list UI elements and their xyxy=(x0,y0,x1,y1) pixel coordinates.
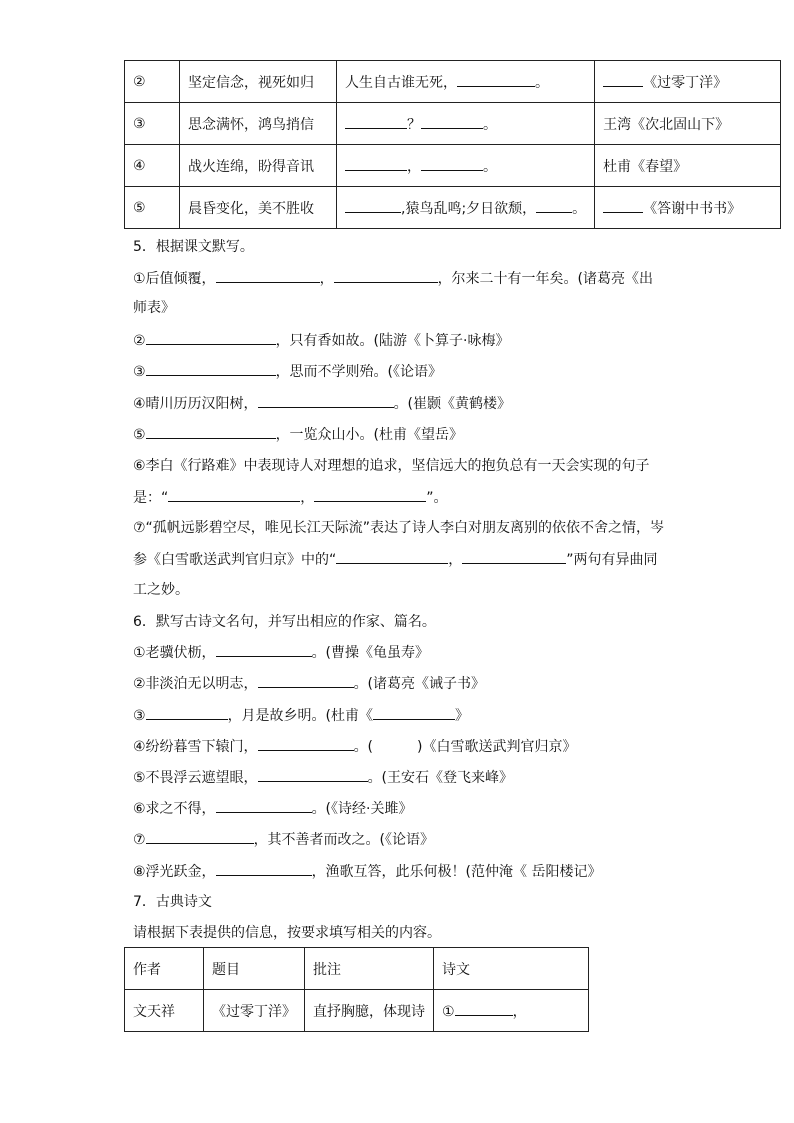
q5-line-7-cont: 参《白雪歌送武判官归京》中的“ ， ”两句有异曲同 xyxy=(133,549,658,570)
answer-blank[interactable] xyxy=(603,198,643,213)
answer-blank[interactable] xyxy=(336,549,448,564)
q6-line-8: ⑧浮光跃金， ，渔歌互答，此乐何极！(范仲淹《 岳阳楼记》 xyxy=(133,861,601,882)
q7-title: 7．古典诗文 xyxy=(133,894,212,910)
answer-blank[interactable] xyxy=(603,72,643,87)
q6-line-2: ②非淡泊无以明志， 。(诸葛亮《诫子书》 xyxy=(133,673,485,694)
q5-line-6-cont: 是：“ ， ”。 xyxy=(133,487,448,508)
q5-line-3: ③ ，思而不学则殆。(《论语》 xyxy=(133,361,442,382)
table-row xyxy=(125,187,781,229)
author-cell: 文天祥 xyxy=(125,990,204,1032)
theme-cell: 坚定信念，视死如归 xyxy=(180,61,337,103)
column-header: 诗文 xyxy=(434,948,589,990)
answer-blank[interactable] xyxy=(457,72,535,87)
answer-blank[interactable] xyxy=(258,393,394,408)
q7-instruction: 请根据下表提供的信息，按要求填写相关的内容。 xyxy=(133,925,441,941)
verse-cell: ， 。 xyxy=(337,145,595,187)
verse-cell: ？ 。 xyxy=(337,103,595,145)
answer-blank[interactable] xyxy=(216,861,312,876)
verse-cell: ,猿鸟乱鸣;夕日欲颓， 。 xyxy=(337,187,595,229)
q6-line-7: ⑦ ，其不善者而改之。(《论语》 xyxy=(133,829,434,850)
column-header: 题目 xyxy=(204,948,305,990)
table-row xyxy=(125,145,781,187)
row-number: ② xyxy=(125,61,180,103)
source-cell: 《过零丁洋》 xyxy=(595,61,781,103)
source-cell: 《答谢中书书》 xyxy=(595,187,781,229)
table-row xyxy=(125,103,781,145)
answer-blank[interactable] xyxy=(345,156,407,171)
answer-blank[interactable] xyxy=(258,673,354,688)
q6-line-5: ⑤不畏浮云遮望眼， 。(王安石《登飞来峰》 xyxy=(133,767,513,788)
answer-blank[interactable] xyxy=(345,114,407,129)
row-number: ④ xyxy=(125,145,180,187)
source-cell: 王湾《次北固山下》 xyxy=(595,103,781,145)
verse-cell: ① ， xyxy=(434,990,589,1032)
q6-line-3: ③ ，月是故乡明。(杜甫《 》 xyxy=(133,705,469,726)
answer-blank[interactable] xyxy=(314,487,426,502)
q5-line-6: ⑥李白《行路难》中表现诗人对理想的追求，坚信远大的抱负总有一天会实现的句子 xyxy=(133,458,650,474)
q6-line-6: ⑥求之不得， 。(《诗经·关雎》 xyxy=(133,798,412,819)
answer-blank[interactable] xyxy=(421,114,483,129)
q5-line-7-end: 工之妙。 xyxy=(133,582,189,598)
answer-blank[interactable] xyxy=(146,424,276,439)
answer-blank[interactable] xyxy=(216,798,312,813)
answer-blank[interactable] xyxy=(216,642,312,657)
answer-blank[interactable] xyxy=(421,156,483,171)
answer-blank[interactable] xyxy=(258,736,354,751)
answer-blank[interactable] xyxy=(345,198,401,213)
q6-line-1: ①老骥伏枥， 。(曹操《龟虽寿》 xyxy=(133,642,429,663)
answer-blank[interactable] xyxy=(146,829,254,844)
row-number: ⑤ xyxy=(125,187,180,229)
answer-blank[interactable] xyxy=(536,198,572,213)
theme-cell: 晨昏变化，美不胜收 xyxy=(180,187,337,229)
answer-blank[interactable] xyxy=(146,361,276,376)
title-cell: 《过零丁洋》 xyxy=(204,990,305,1032)
poetry-theme-table xyxy=(124,60,781,229)
q5-line-1: ①后值倾覆， ， ，尔来二十有一年矣。(诸葛亮《出 xyxy=(133,268,653,289)
q6-line-4: ④纷纷暮雪下辕门， 。( )《白雪歌送武判官归京》 xyxy=(133,736,577,757)
q5-line-2: ② ，只有香如故。(陆游《卜算子·咏梅》 xyxy=(133,330,509,351)
answer-blank[interactable] xyxy=(168,487,300,502)
answer-blank[interactable] xyxy=(258,767,368,782)
answer-blank[interactable] xyxy=(334,268,438,283)
q5-line-7: ⑦“孤帆远影碧空尽，唯见长江天际流”表达了诗人李白对朋友离别的依依不舍之情，岑 xyxy=(133,520,665,536)
column-header: 作者 xyxy=(125,948,204,990)
table-row xyxy=(125,990,589,1032)
answer-blank[interactable] xyxy=(373,705,455,720)
answer-blank[interactable] xyxy=(146,330,276,345)
verse-cell: 人生自古谁无死， 。 xyxy=(337,61,595,103)
answer-blank[interactable] xyxy=(216,268,320,283)
table-header-row xyxy=(125,948,589,990)
q5-line-5: ⑤ ，一览众山小。(杜甫《望岳》 xyxy=(133,424,463,445)
answer-blank[interactable] xyxy=(455,1001,513,1016)
answer-blank[interactable] xyxy=(462,549,566,564)
classical-poetry-table xyxy=(124,947,589,1032)
column-header: 批注 xyxy=(305,948,434,990)
q5-line-1-cont: 师表》 xyxy=(133,300,175,316)
theme-cell: 战火连绵，盼得音讯 xyxy=(180,145,337,187)
q5-line-4: ④晴川历历汉阳树， 。(崔颢《黄鹤楼》 xyxy=(133,393,511,414)
q6-title: 6．默写古诗文名句，并写出相应的作家、篇名。 xyxy=(133,614,436,630)
answer-blank[interactable] xyxy=(146,705,228,720)
annotation-cell: 直抒胸臆，体现诗 xyxy=(305,990,434,1032)
q5-title: 5．根据课文默写。 xyxy=(133,239,254,255)
theme-cell: 思念满怀，鸿鸟捎信 xyxy=(180,103,337,145)
table-row xyxy=(125,61,781,103)
row-number: ③ xyxy=(125,103,180,145)
source-cell: 杜甫《春望》 xyxy=(595,145,781,187)
